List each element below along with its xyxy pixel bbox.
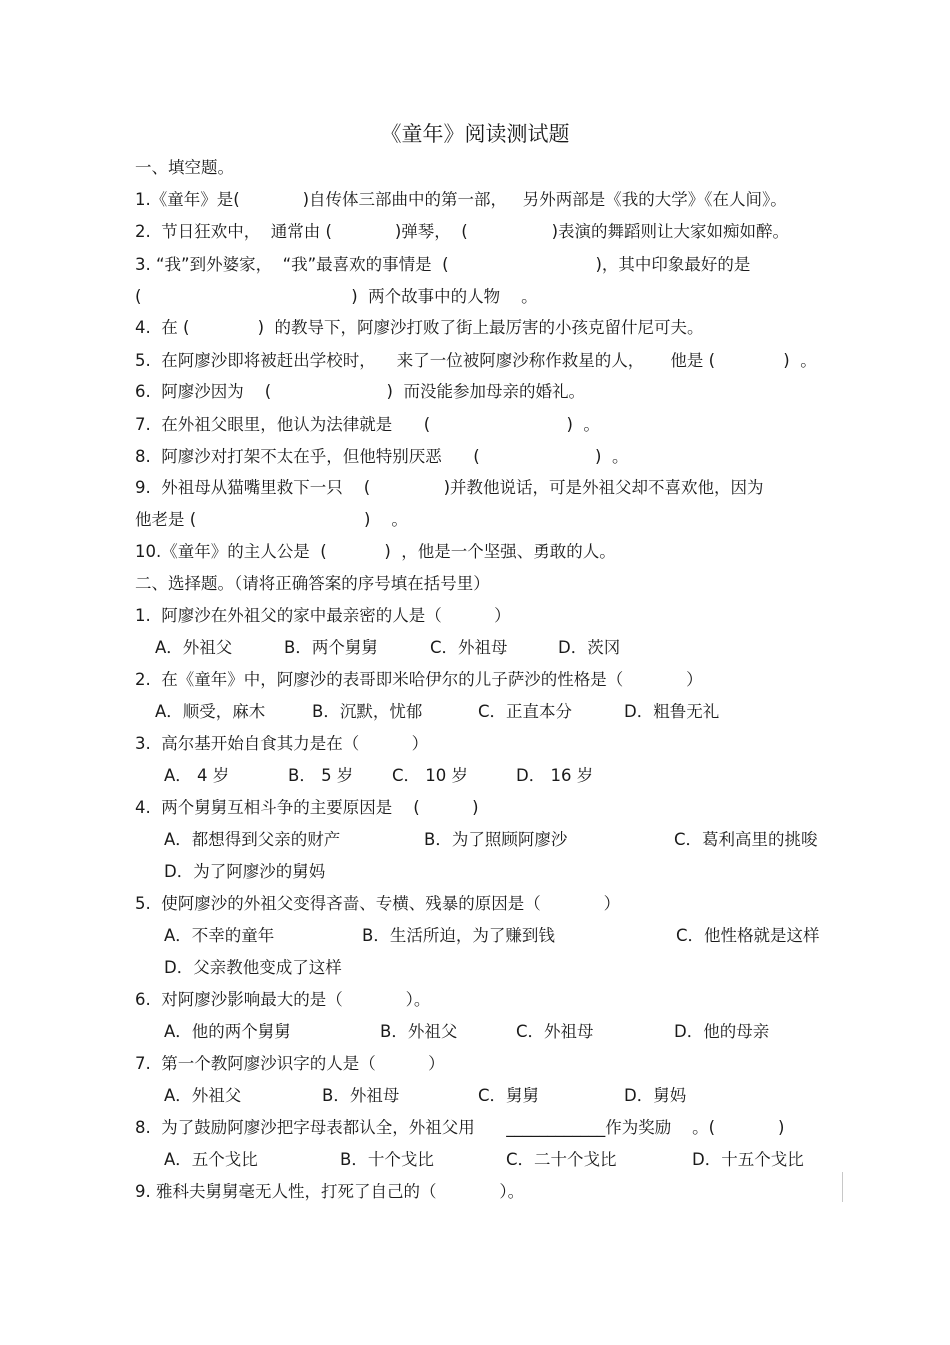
choice-4-option-d: D．为了阿廖沙的舅妈 <box>164 862 326 881</box>
choice-2-option-c: C．正直本分 <box>478 702 573 721</box>
choice-4-option-b: B．为了照顾阿廖沙 <box>424 830 568 849</box>
fill-question-1: 1.《童年》是( )自传体三部曲中的第一部， 另外两部是《我的大学》《在人间》。 <box>135 190 787 209</box>
choice-1-option-c: C．外祖母 <box>430 638 508 657</box>
fill-question-9-line1: 9. 外祖母从猫嘴里救下一只 ( )并教他说话，可是外祖父却不喜欢他，因为 <box>135 478 764 497</box>
fill-question-8: 8. 阿廖沙对打架不太在乎，但他特别厌恶 ( ) 。 <box>135 447 629 466</box>
choice-question-9: 9. 雅科夫舅舅毫无人性，打死了自己的（ ）。 <box>135 1182 525 1201</box>
choice-question-5: 5. 使阿廖沙的外祖父变得吝啬、专横、残暴的原因是（ ） <box>135 894 621 913</box>
fill-question-2: 2. 节日狂欢中， 通常由 ( )弹琴， ( )表演的舞蹈则让大家如痴如醉。 <box>135 222 790 241</box>
choice-8-option-c: C．二十个戈比 <box>506 1150 617 1169</box>
choice-question-1: 1. 阿廖沙在外祖父的家中最亲密的人是（ ） <box>135 606 511 625</box>
choice-8-option-d: D．十五个戈比 <box>692 1150 804 1169</box>
fill-question-9-line2: 他老是 ( ) 。 <box>135 510 408 529</box>
choice-6-option-b: B．外祖父 <box>380 1022 458 1041</box>
choice-2-option-b: B．沉默，忧郁 <box>312 702 423 721</box>
choice-7-option-d: D．舅妈 <box>624 1086 687 1105</box>
choice-6-option-a: A．他的两个舅舅 <box>164 1022 291 1041</box>
choice-5-option-a: A．不幸的童年 <box>164 926 275 945</box>
section2-heading: 二、选择题。（请将正确答案的序号填在括号里） <box>135 574 490 593</box>
choice-3-option-a: A． 4 岁 <box>164 766 230 785</box>
choice-2-option-a: A．顺受，麻木 <box>155 702 266 721</box>
choice-7-option-c: C．舅舅 <box>478 1086 540 1105</box>
fill-question-4: 4. 在 ( ) 的教导下，阿廖沙打败了街上最厉害的小孩克留什尼可夫。 <box>135 318 704 337</box>
choice-3-option-c: C． 10 岁 <box>392 766 469 785</box>
section1-heading: 一、填空题。 <box>135 158 234 177</box>
choice-3-option-d: D． 16 岁 <box>516 766 594 785</box>
page-title: 《童年》阅读测试题 <box>380 122 570 146</box>
choice-2-option-d: D．粗鲁无礼 <box>624 702 720 721</box>
choice-question-2: 2. 在《童年》中，阿廖沙的表哥即米哈伊尔的儿子萨沙的性格是（ ） <box>135 670 703 689</box>
choice-7-option-a: A．外祖父 <box>164 1086 242 1105</box>
fill-question-3-line1: 3. “我”到外婆家， “我”最喜欢的事情是 ( )，其中印象最好的是 <box>135 255 751 274</box>
choice-5-option-c: C．他性格就是这样 <box>676 926 820 945</box>
choice-question-3: 3. 高尔基开始自食其力是在（ ） <box>135 734 429 753</box>
choice-1-option-d: D．茨冈 <box>558 638 621 657</box>
fill-question-6: 6. 阿廖沙因为 ( ) 而没能参加母亲的婚礼。 <box>135 382 585 401</box>
fill-question-3-line2: ( ) 两个故事中的人物 。 <box>135 287 538 306</box>
choice-6-option-c: C．外祖母 <box>516 1022 594 1041</box>
choice-7-option-b: B．外祖母 <box>322 1086 400 1105</box>
choice-5-option-d: D．父亲教他变成了这样 <box>164 958 342 977</box>
margin-rule <box>842 1172 843 1202</box>
choice-5-option-b: B．生活所迫，为了赚到钱 <box>362 926 555 945</box>
choice-8-option-b: B．十个戈比 <box>340 1150 434 1169</box>
choice-8-option-a: A．五个戈比 <box>164 1150 258 1169</box>
choice-question-4: 4. 两个舅舅互相斗争的主要原因是 ( ) <box>135 798 479 817</box>
choice-3-option-b: B． 5 岁 <box>288 766 354 785</box>
fill-question-5: 5. 在阿廖沙即将被赶出学校时， 来了一位被阿廖沙称作救星的人， 他是 ( ) 。 <box>135 351 817 370</box>
choice-question-7: 7. 第一个教阿廖沙识字的人是（ ） <box>135 1054 445 1073</box>
choice-6-option-d: D．他的母亲 <box>674 1022 770 1041</box>
choice-4-option-c: C．葛利高里的挑唆 <box>674 830 818 849</box>
choice-1-option-a: A．外祖父 <box>155 638 233 657</box>
choice-4-option-a: A．都想得到父亲的财产 <box>164 830 341 849</box>
choice-question-8: 8. 为了鼓励阿廖沙把字母表都认全，外祖父用 ____________作为奖励 。( ) <box>135 1118 785 1137</box>
choice-1-option-b: B．两个舅舅 <box>284 638 378 657</box>
fill-question-7: 7. 在外祖父眼里，他认为法律就是 ( ) 。 <box>135 415 600 434</box>
fill-question-10: 10.《童年》的主人公是 ( ) ，他是一个坚强、勇敢的人。 <box>135 542 616 561</box>
choice-question-6: 6. 对阿廖沙影响最大的是（ ）。 <box>135 990 431 1009</box>
